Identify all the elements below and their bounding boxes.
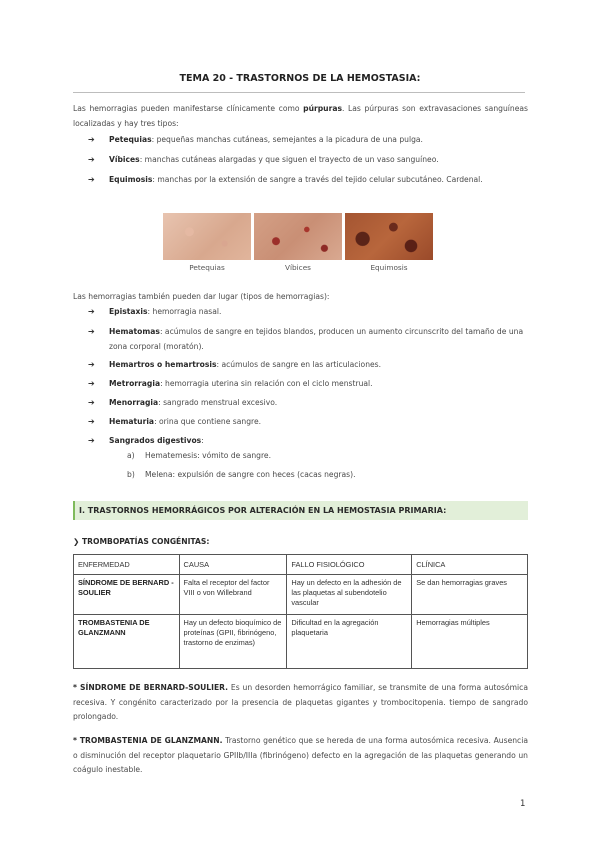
hemorrhage-list — [88, 377, 528, 392]
arrow-icon: ➔ — [88, 307, 95, 316]
intro-term: púrpuras — [303, 104, 342, 113]
list-item: a) Hematemesis: vómito de sangre. — [127, 451, 272, 460]
table-header-cell: CLÍNICA — [412, 555, 528, 575]
intro-text-end: . Las púrpuras son extravasaciones sanguíneas localizadas y hay tres tipos: — [73, 104, 528, 128]
table-row — [74, 615, 528, 669]
section-heading: I. TRASTORNOS HEMORRÁGICOS POR ALTERACIÓN EN LA HEMOSTASIA PRIMARIA: — [73, 501, 528, 520]
arrow-icon: ➔ — [88, 360, 95, 369]
page-title: TEMA 20 - TRASTORNOS DE LA HEMOSTASIA: — [179, 73, 421, 84]
hemorrhage-list — [88, 415, 528, 430]
list-item: b) Melena: expulsión de sangre con heces (cacas negras). — [127, 470, 356, 479]
note-bernard-soulier: * SÍNDROME DE BERNARD-SOULIER. Es un desorden hemorrágico familiar, se transmite de una forma autosómica recesiva. Y congénito caracterizado por la presencia de plaquetas gigantes y trombocitopenia. tiempo de sangrado prolongado. — [73, 683, 528, 721]
arrow-icon: ➔ — [88, 379, 95, 388]
arrow-icon: ➔ — [88, 175, 95, 184]
photo-caption: Petequias — [189, 263, 225, 272]
petequias-photo — [163, 213, 251, 260]
title-divider — [73, 92, 525, 93]
purpura-list — [88, 133, 528, 148]
table-cell: Falta el receptor del factor VIII o von Willebrand — [179, 575, 287, 615]
photo-caption: Víbices — [285, 263, 311, 272]
hemorrhage-list — [88, 434, 528, 449]
photo-caption: Equimosis — [370, 263, 408, 272]
purpura-photos — [163, 213, 433, 260]
list-item: ➔ Metrorragia: hemorragia uterina sin relación con el ciclo menstrual. — [88, 377, 528, 392]
vibices-photo — [254, 213, 342, 260]
hemorrhage-list — [88, 358, 528, 373]
arrow-icon: ➔ — [88, 417, 95, 426]
hemorrhage-list — [88, 396, 528, 411]
intro-paragraph — [73, 102, 528, 131]
list-item: ➔ Menorragia: sangrado menstrual excesivo. — [88, 396, 528, 411]
table-row — [74, 575, 528, 615]
page-number: 1 — [520, 799, 526, 809]
table-header-cell: CAUSA — [179, 555, 287, 575]
digestive-sublist — [127, 468, 527, 483]
hemorrhage-intro: Las hemorragias también pueden dar lugar (tipos de hemorragias): — [73, 292, 330, 301]
equimosis-photo — [345, 213, 433, 260]
arrow-icon: ➔ — [88, 398, 95, 407]
list-item: ➔ Hematomas: acúmulos de sangre en tejidos blandos, producen un aumento circunscrito del tamaño de una zona corporal (moratón). — [88, 327, 524, 351]
list-item: ➔ Petequias: pequeñas manchas cutáneas, semejantes a la picadura de una pulga. — [88, 133, 528, 148]
arrow-icon: ➔ — [88, 436, 95, 445]
thrombopathy-table — [73, 554, 528, 669]
table-cell: SÍNDROME DE BERNARD - SOULIER — [74, 575, 180, 615]
table-cell: Dificultad en la agregación plaquetaria — [287, 615, 412, 669]
arrow-icon: ➔ — [88, 135, 95, 144]
table-header-row — [74, 555, 528, 575]
intro-text: Las hemorragias pueden manifestarse clínicamente como — [73, 104, 304, 113]
arrow-icon: ➔ — [88, 327, 95, 336]
list-item: ➔ Sangrados digestivos: — [88, 434, 528, 449]
table-header-cell: FALLO FISIOLÓGICO — [287, 555, 412, 575]
photo-captions — [163, 263, 433, 272]
table-cell: Hay un defecto bioquímico de proteínas (GPII, fibrinógeno, trastorno de enzimas) — [179, 615, 287, 669]
list-item: ➔ Víbices: manchas cutáneas alargadas y que siguen el trayecto de un vaso sanguíneo. — [88, 153, 528, 168]
arrow-icon: ➔ — [88, 155, 95, 164]
table-cell: TROMBASTENIA DE GLANZMANN — [74, 615, 180, 669]
table-header-cell: ENFERMEDAD — [74, 555, 180, 575]
list-item: ➔ Equimosis: manchas por la extensión de sangre a través del tejido celular subcutáneo. Cardenal. — [88, 173, 528, 188]
hemorrhage-list — [88, 305, 528, 320]
table-cell: Hay un defecto en la adhesión de las plaquetas al subendotelio vascular — [287, 575, 412, 615]
list-item: ➔ Epistaxis: hemorragia nasal. — [88, 305, 528, 320]
hemorrhage-list — [88, 325, 528, 354]
table-cell: Se dan hemorragias graves — [412, 575, 528, 615]
purpura-list — [88, 153, 528, 168]
subheading: ❯ TROMBOPATÍAS CONGÉNITAS: — [73, 537, 210, 546]
list-item: ➔ Hematuria: orina que contiene sangre. — [88, 415, 528, 430]
digestive-sublist — [127, 449, 527, 464]
note-glanzmann: * TROMBASTENIA DE GLANZMANN. Trastorno genético que se hereda de una forma autosómica recesiva. Ausencia o disminución del receptor plaquetario GPIIb/IIIa (fibrinógeno) defecto en la agregación de las plaquetas generando un coágulo inestable. — [73, 736, 528, 774]
list-item: ➔ Hemartros o hemartrosis: acúmulos de sangre en las articulaciones. — [88, 358, 528, 373]
table-cell: Hemorragias múltiples — [412, 615, 528, 669]
purpura-list — [88, 173, 528, 188]
